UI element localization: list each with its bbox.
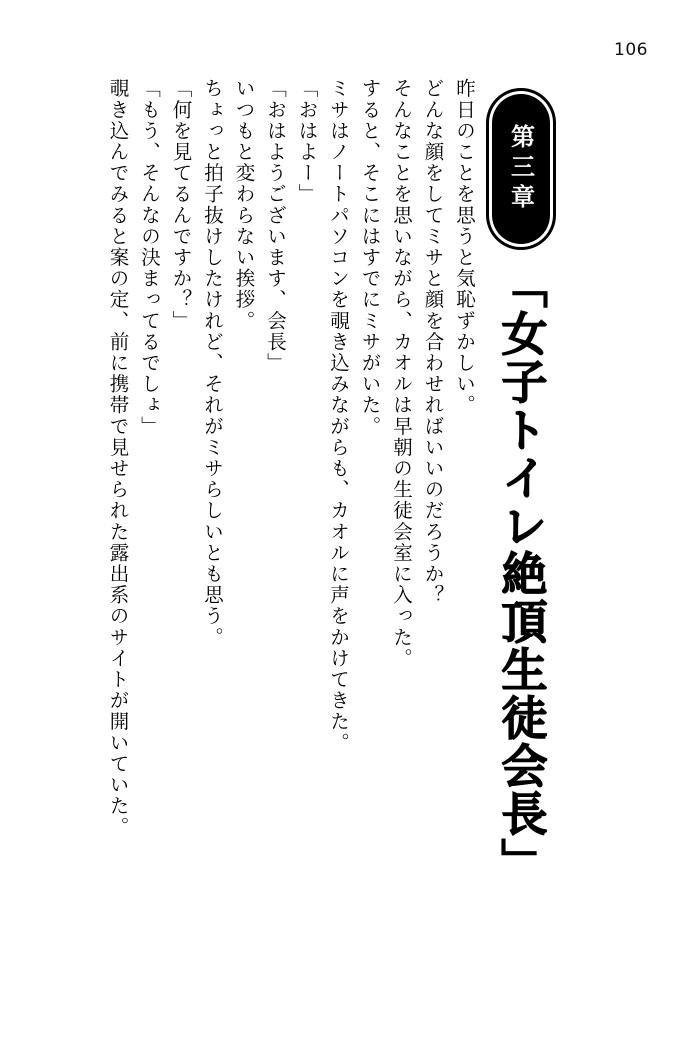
body-line: そんなことを思いながら、カオルは早朝の生徒会室に入った。 (390, 78, 413, 669)
chapter-title: 「女子トイレ絶頂生徒会長」 (494, 262, 549, 886)
body-line: 「もう、そんなの決まってるでしょ」 (138, 78, 161, 437)
body-line: 「何を見てるんですか？」 (169, 78, 193, 332)
body-line: 昨日のことを思うと気恥ずかしい。 (453, 78, 476, 416)
body-line: ちょっと拍子抜けしたけれど、それがミサらしいとも思う。 (201, 78, 224, 648)
chapter-heading (490, 78, 552, 886)
body-line: ミサはノートパソコンを覗き込みながらも、カオルに声をかけてきた。 (327, 78, 350, 754)
vertical-text-area (88, 78, 648, 978)
body-line: すると、そこにはすでにミサがいた。 (358, 78, 382, 437)
body-line: 「おはよー」 (295, 78, 319, 205)
chapter-number-badge (492, 94, 550, 244)
body-line: いつもと変わらない挨拶。 (232, 78, 256, 332)
body-line: 覗き込んでみると案の定、前に携帯で見せられた露出系のサイトが開いていた。 (106, 78, 130, 838)
page-number: 106 (614, 40, 648, 60)
body-text-columns (102, 78, 480, 838)
chapter-number-label: 第三章 (506, 124, 535, 214)
body-line: 「おはようございます、会長」 (264, 78, 287, 374)
body-line: どんな顔をしてミサと顔を合わせればいいのだろうか？ (421, 78, 445, 606)
